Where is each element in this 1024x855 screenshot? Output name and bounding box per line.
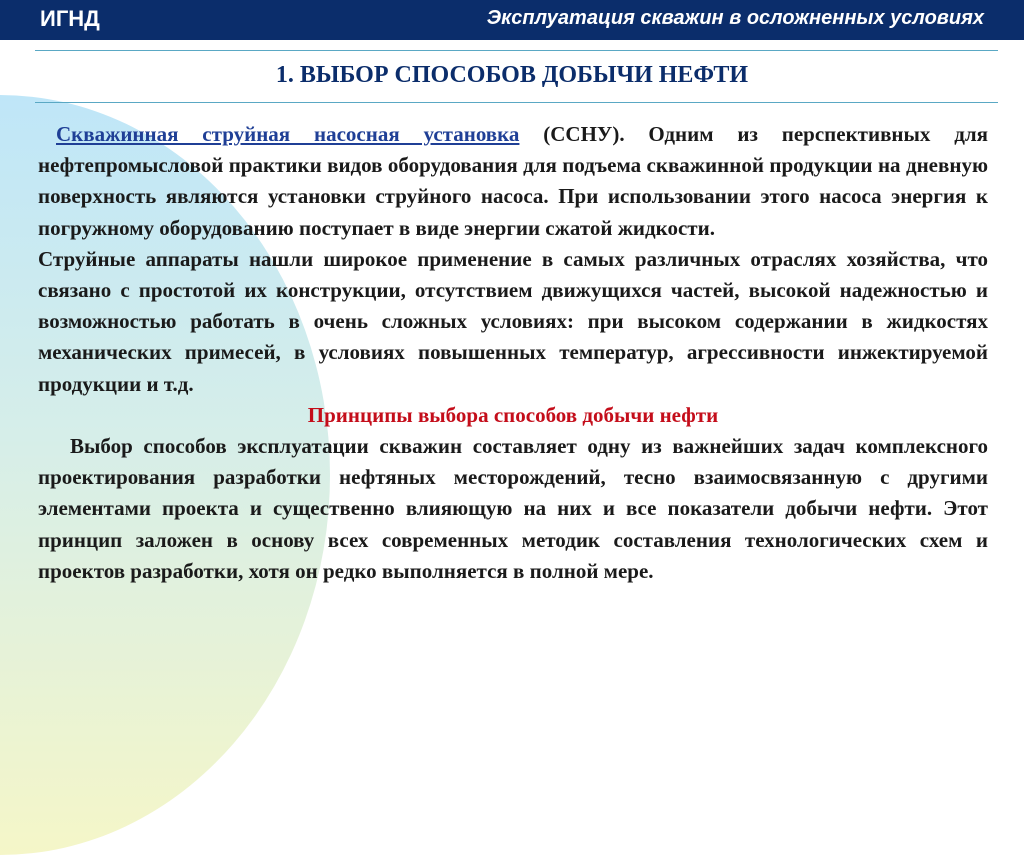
header-bar — [0, 0, 1024, 42]
org-name: ИГНД — [40, 6, 100, 31]
slide-body — [38, 119, 988, 587]
title-top-divider — [35, 50, 998, 51]
section-subheading: Принципы выбора способов добычи нефти — [307, 402, 719, 427]
term-link[interactable]: Скважинная струйная насосная установка — [56, 122, 520, 146]
paragraph-ssnu — [38, 119, 988, 244]
slide-title: 1. ВЫБОР СПОСОБОВ ДОБЫЧИ НЕФТИ — [275, 62, 749, 88]
paragraph-selection-principles: Выбор способов эксплуатации скважин составляет одну из важнейших задач комплексного проектирования разработки нефтяных месторождений, тесно взаимосвязанную с другими элементами проекта и существенно влияющую на них и все показатели добычи нефти. Этот принцип заложен в основу всех современных методик составления технологических схем и проектов разработки, хотя он редко выполняется в полной мере. — [38, 434, 988, 583]
paragraph-ssnu-text: (ССНУ). Одним из перспективных для нефтепромысловой практики видов оборудования для подъема скважинной продукции на дневную поверхность являются установки струйного насоса. При использовании этого насоса энергия к погружному оборудованию поступает в виде энергии сжатой жидкости. — [38, 122, 988, 240]
title-bottom-divider — [35, 102, 998, 103]
paragraph-jet-devices: Струйные аппараты нашли широкое применение в самых различных отраслях хозяйства, что связано с простотой их конструкции, отсутствием движущихся частей, высокой надежностью и возможностью работать в очень сложных условиях: при высоком содержании в жидкостях механических примесей, в условиях повышенных температур, агрессивности инжектируемой продукции и т.д. — [38, 246, 988, 396]
course-title: Эксплуатация скважин в осложненных условиях — [486, 7, 984, 29]
